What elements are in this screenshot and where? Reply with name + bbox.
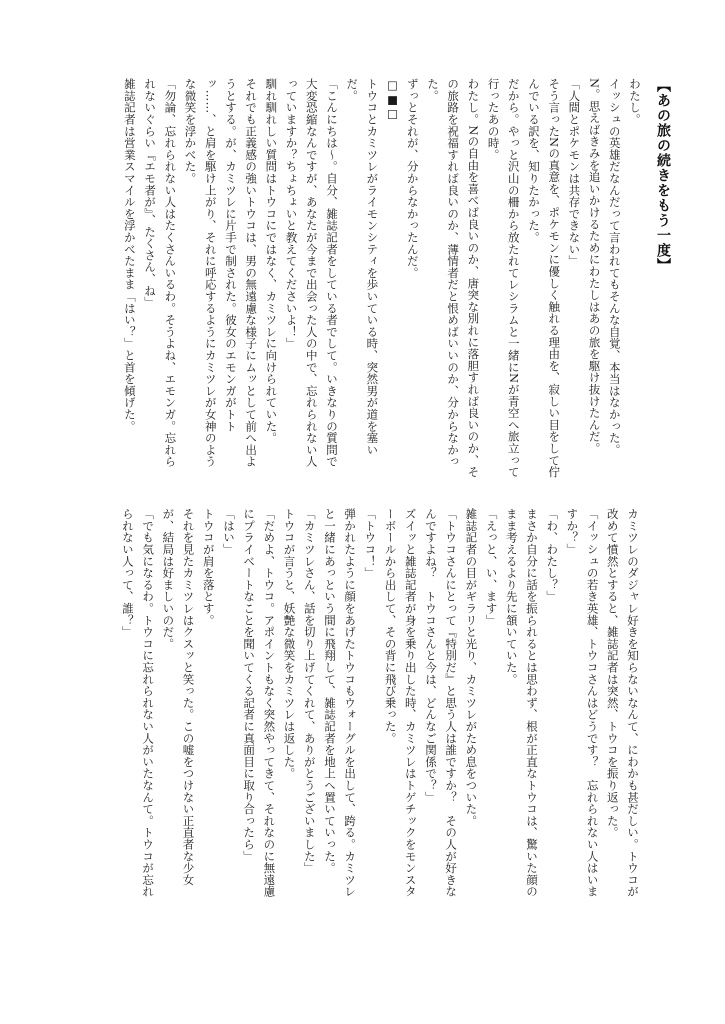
bottom-text-block — [83, 508, 643, 908]
paragraph: N。思えばきみを追いかけるためにわたしはあの旅を駆け抜けたんだ。 — [587, 78, 602, 455]
paragraph: それを見たカミツレはクスッと笑った。この嘘をつけない正直者な少女が、結局は好ましいのだ。 — [161, 508, 196, 886]
paragraph: イッシュの英雄だなんだって言われてもそんな自覚、本当はなかった。 — [607, 78, 622, 456]
dialogue: 「カミツレさん、話を切り上げてくれて、ありがとうございました」 — [302, 508, 317, 874]
dialogue: 「だめよ、トウコ。アポイントもなく突然やってきて、それなのに無遠慮にプライベートなことを聞いてくる記者に真面目に取り合ったら」 — [242, 508, 277, 898]
paragraph: 雑誌記者の目がギラリと光り、カミツレがため息をついた。 — [464, 508, 479, 827]
dialogue: 「勿論、忘れられない人はたくさんいるわ。そうよね、エモンガ。忘れられないぐらい『エモ者が』、たくさん、ね」 — [143, 78, 178, 468]
dialogue: 「でも気になるわ。トウコに忘れられない人がいたなんて。トウコが忘れられない人って、誰？」 — [120, 508, 156, 898]
dialogue: 「えっと、い、ます」 — [484, 508, 499, 626]
paragraph: 雑誌記者は営業スマイルを浮かべたまま「はい？」と首を傾げた。 — [122, 78, 137, 432]
paragraph: 馴れ馴れしい質問はトウコにではなく、カミツレに向けられていた。 — [264, 78, 279, 444]
paragraph: それでも正義感の強いトウコは、男の無遠慮な様子にムッとして前へ出ようとする。が、カミツレに片手で制された。彼女のエモンガがトトッ……、と肩を駆け上がり、それに呼応するようにカミツレが女神のような微笑を浮かべた。 — [183, 78, 259, 468]
top-text-block — [85, 78, 645, 478]
paragraph: そう言ったNの真意を、ポケモンに優しく触れる理由を、寂しい目をして佇んでいる訳を、知りたかった。 — [526, 78, 562, 478]
paragraph: カミツレのダジャレ好きを知らないなんて、にわかも甚だしい。トウコが改めて憤然とすると、雑誌記者は突然、トウコを振り返った。 — [605, 508, 640, 898]
paragraph: だから。やっと沢山の柵から放たれてレシラムと一緒にNが青空へ旅立って行ったあの時。 — [486, 78, 521, 478]
dialogue: 「トウコ！」 — [363, 508, 378, 579]
paragraph: ズイッと雑誌記者が身を乗り出した時、カミツレはトゲチックをモンスターボールから出して、その背に飛び乗った。 — [383, 508, 418, 898]
paragraph: トウコとカミツレがライモンシティを歩いている時、突然男が道を塞いだ。 — [345, 78, 380, 456]
paragraph: 弾かれたように顔をあげたトウコもウォーグルを出して、跨る。カミツレと一緒にあっという間に飛翔して、雑誌記者を地上へ置いていった。 — [322, 508, 358, 898]
dialogue: 「わ、わたし？」 — [545, 508, 560, 603]
paragraph: わたし。Nの自由を喜べば良いのか、唐突な別れに落胆すれば良いのか、その旅路を祝福すれば良いのか、薄情者だと恨めばいいのか、分からなかった。 — [425, 78, 481, 478]
paragraph: トウコが肩を落とす。 — [201, 508, 216, 626]
paragraph: トウコが言うと、妖艶な微笑をカミツレは返した。 — [282, 508, 297, 780]
dialogue: 「はい」 — [221, 508, 236, 556]
dialogue: 「人間とポケモンは共存できない」 — [567, 78, 582, 267]
chapter-title: 【あの旅の続きをもう一度】 — [655, 78, 671, 273]
title-column — [653, 78, 673, 478]
dialogue: 「こんにちは〜。自分、雑誌記者をしている者でして。いきなりの質問で大変恐縮なんですが、あなたが今まで出会った人の中で、忘れられない人っていますか？ちょちょいと教えてくださいよ！」 — [284, 78, 339, 468]
dialogue: 「イッシュの若き英雄、トウコさんはどうです？ 忘れられない人はいますか？」 — [565, 508, 600, 898]
paragraph: ずっとそれが、分からなかったんだ。 — [405, 78, 420, 279]
section-divider: □■□ — [385, 78, 400, 121]
paragraph: わたし。 — [628, 78, 642, 126]
paragraph: まさか自分に話を振られるとは思わず、根が正直なトウコは、驚いた顔のまま考えるより先に頷いていた。 — [504, 508, 539, 898]
dialogue: 「トウコさんにとって『特別だ』と思う人は誰ですか？ その人が好きなんですよね？ トウコさんと今は、どんなご関係で？」 — [423, 508, 459, 898]
